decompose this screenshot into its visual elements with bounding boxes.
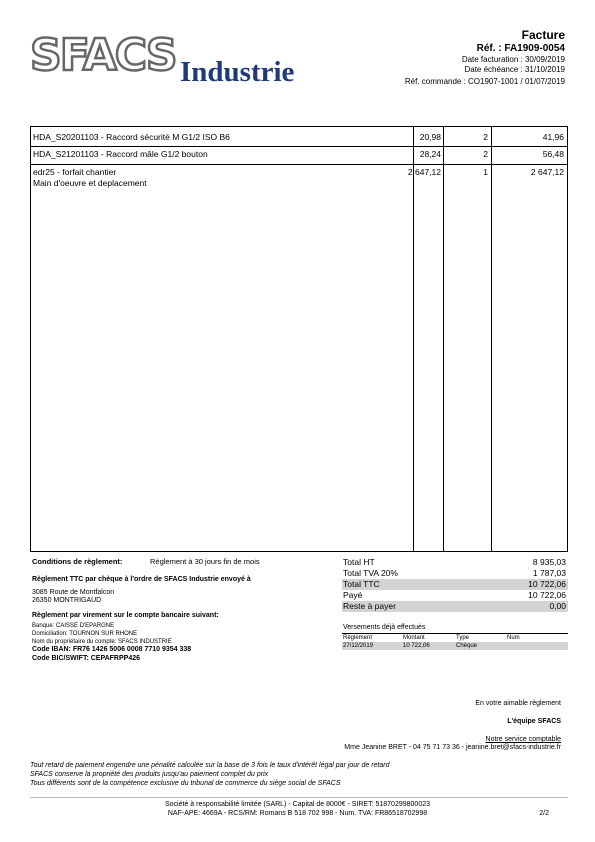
- item-description: HDA_S20201103 - Raccord sécurité M G1/2 ISO B6: [33, 132, 230, 142]
- ref-commande: Réf. commande : CO1907-1001 / 01/07/2019: [404, 77, 565, 86]
- bank-domiciliation: Domiciliation: TOURNON SUR RHONE: [32, 631, 138, 637]
- payment-date: 27/12/2019: [343, 643, 374, 649]
- total-value: 10 722,06: [528, 579, 566, 589]
- conditions-label: Conditions de règlement:: [32, 557, 123, 566]
- total-tva-row: [342, 568, 568, 579]
- column-divider: [491, 127, 492, 551]
- iban: Code IBAN: FR76 1426 5006 0008 7710 9354 338: [32, 646, 192, 653]
- closing-contact: Mme Jeanine BRET - 04 75 71 73 36 - jeanine.bret@sfacs-industrie.fr: [344, 744, 561, 751]
- payments-title: Versements déjà effectués: [343, 624, 426, 631]
- total-value: 1 787,03: [532, 568, 566, 578]
- company-logo: [30, 30, 320, 90]
- invoice-header: [405, 28, 565, 88]
- page-number: 2/2: [539, 810, 549, 817]
- item-total: 41,96: [542, 132, 564, 142]
- item-unit-price: 2 647,12: [407, 167, 441, 177]
- totals-block: [342, 557, 568, 617]
- address-line-2: 26350 MONTRIGAUD: [32, 597, 102, 604]
- invoice-title: Facture: [521, 28, 565, 42]
- payments-row: [342, 642, 568, 650]
- logo-subtitle: Industrie: [180, 56, 295, 88]
- column-divider: [443, 127, 444, 551]
- total-ht-row: [342, 557, 568, 568]
- address-line-1: 3085 Route de Montfalcon: [32, 589, 115, 596]
- items-table: [30, 126, 568, 552]
- total-label: Total TVA 20%: [343, 568, 398, 578]
- item-total: 56,48: [542, 149, 564, 159]
- conditions-value: Règlement à 30 jours fin de mois: [150, 557, 260, 566]
- closing-greeting: En votre aimable règlement: [475, 700, 561, 707]
- payments-made: [342, 623, 568, 653]
- closing-team: L'équipe SFACS: [507, 718, 561, 725]
- footer-divider: [30, 797, 568, 798]
- item-quantity: 2: [483, 149, 488, 159]
- payments-header: Montant: [403, 635, 425, 641]
- legal-line-3: Tous différents sont de la compétence exclusive du tribunal de commerce du siège social de SFACS: [30, 780, 341, 787]
- payments-header: Type: [456, 635, 470, 641]
- item-unit-price: 28,24: [419, 149, 441, 159]
- paid-row: [342, 590, 568, 601]
- bic-swift: Code BIC/SWIFT: CEPAFRPP426: [32, 655, 140, 662]
- total-value: 0,00: [549, 601, 566, 611]
- total-label: Total HT: [343, 557, 375, 567]
- item-quantity: 2: [483, 132, 488, 142]
- bank-name: Banque: CAISSE D'EPARGNE: [32, 623, 115, 629]
- remaining-row: [342, 601, 568, 612]
- item-unit-price: 20,98: [419, 132, 441, 142]
- item-description-detail: Main d'oeuvre et deplacement: [33, 178, 147, 188]
- transfer-instructions: Règlement par virement sur le compte bancaire suivant:: [32, 612, 219, 619]
- closing-service: Notre service comptable: [485, 736, 561, 743]
- date-echeance: Date échéance : 31/10/2019: [464, 65, 565, 74]
- cheque-instructions: Règlement TTC par chèque à l'ordre de SFACS Industrie envoyé à: [32, 576, 251, 583]
- total-label: Payé: [343, 590, 363, 600]
- total-value: 8 935,03: [532, 557, 566, 567]
- row-divider: [31, 146, 567, 147]
- column-divider: [413, 127, 414, 551]
- payments-divider: [342, 633, 568, 634]
- payments-header: Num: [507, 635, 520, 641]
- legal-line-1: Tout retard de paiement engendre une pénalité calculée sur la base de 3 fois le taux d'intérêt légal par jour de retard: [30, 762, 390, 769]
- item-description: edr25 - forfait chantier: [33, 167, 117, 177]
- account-owner: Nom du propriétaire du compte: SFACS INDUSTRIE: [32, 639, 172, 645]
- total-value: 10 722,06: [528, 590, 566, 600]
- logo-brand: SFACS: [30, 30, 176, 81]
- total-ttc-row: [342, 579, 568, 590]
- item-description: HDA_S21201103 - Raccord mâle G1/2 bouton: [33, 149, 208, 159]
- date-facturation: Date facturation : 30/09/2019: [461, 55, 565, 64]
- payment-amount: 10 722,06: [403, 643, 430, 649]
- item-total: 2 647,12: [530, 167, 564, 177]
- row-divider: [31, 164, 567, 165]
- total-label: Reste à payer: [343, 601, 396, 611]
- invoice-ref: Réf. : FA1909-0054: [476, 43, 565, 54]
- footer-line-2: NAF-APE: 4669A - RCS/RM: Romans B 518 702 998 - Num. TVA: FR86518702998: [167, 810, 428, 817]
- payment-type: Chèque: [456, 643, 478, 649]
- footer-line-1: Société à responsabilité limitée (SARL) - Capital de 8000€ - SIRET: 51870299800023: [165, 801, 430, 808]
- total-label: Total TTC: [343, 579, 380, 589]
- item-quantity: 1: [483, 167, 488, 177]
- legal-line-2: SFACS conserve la propriété des produits jusqu'au paiement complet du prix: [30, 771, 269, 778]
- payments-header: Règlement: [343, 635, 373, 641]
